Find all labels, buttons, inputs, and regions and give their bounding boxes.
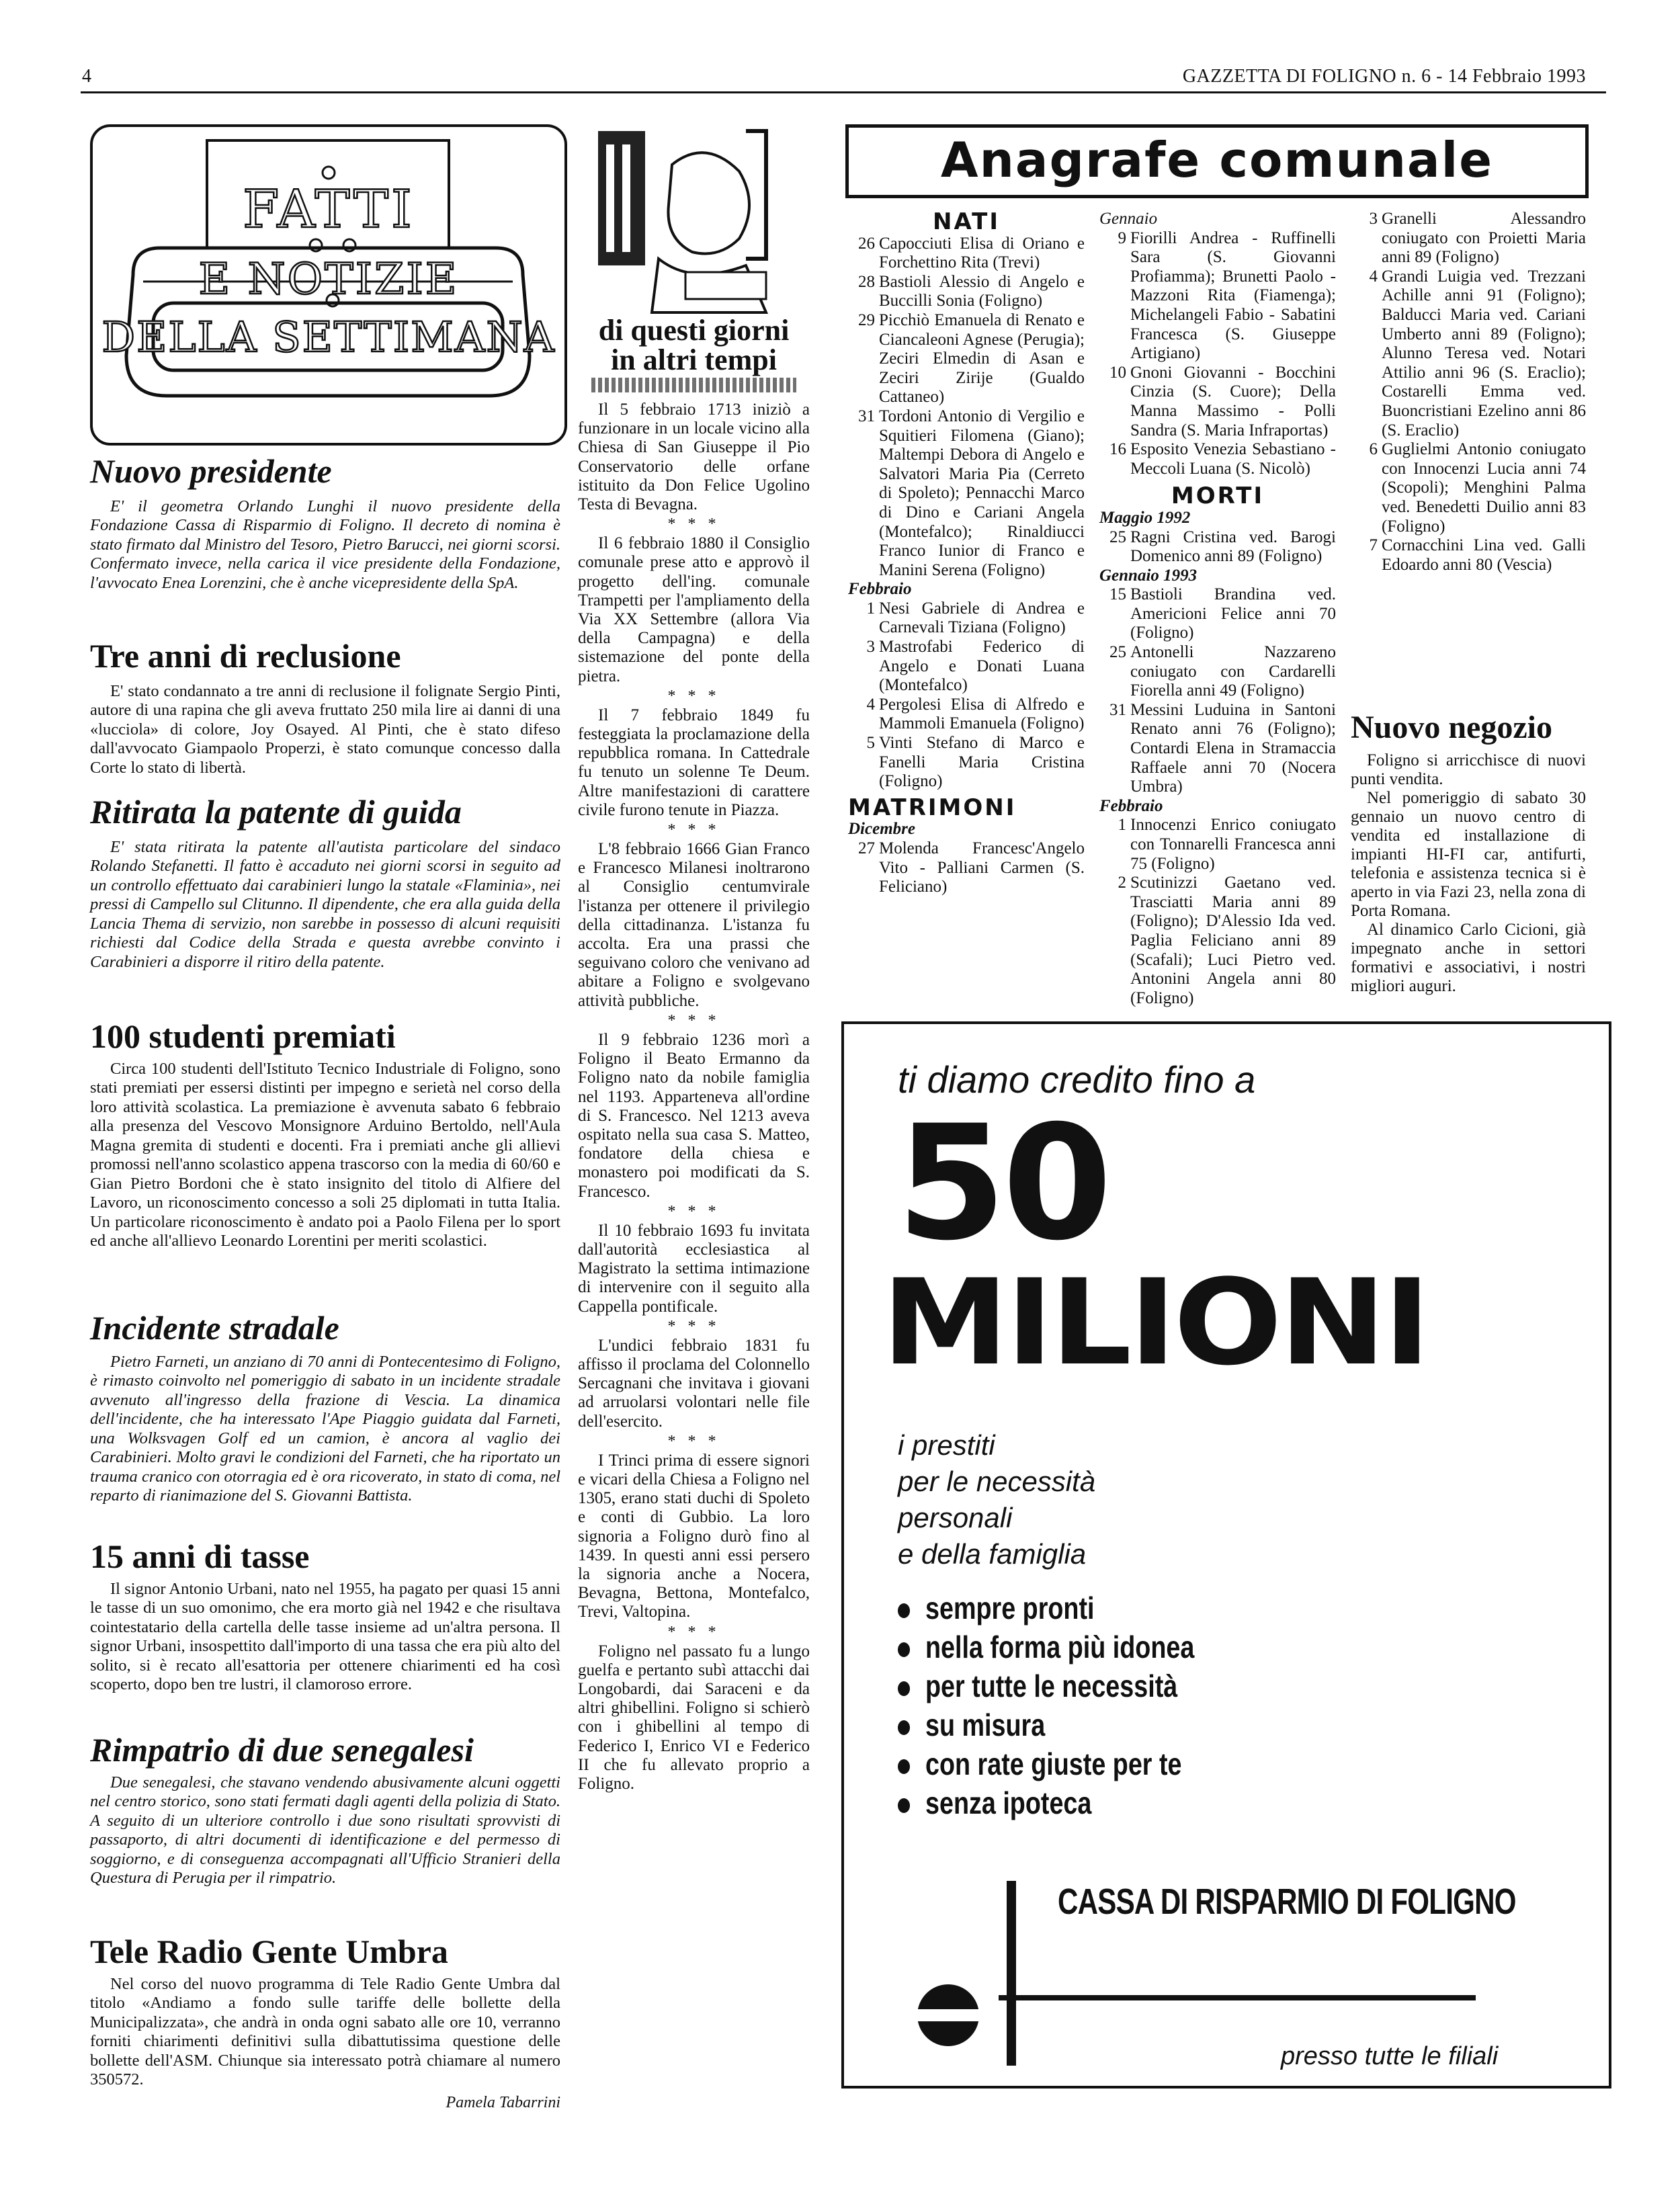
article-body: Nel corso del nuovo programma di Tele Radio Gente Umbra dal titolo «Andiamo a fondo sulle tariffe delle bollette della Municipalizzata», che andrà in onda ogni sabato alle ore 10, verranno forniti chiarimenti definitivi sulla dibattutissima questione delle bollette dell'ASM. Chiunque sia interessato potrà chiamare al numero 350572.: [90, 1974, 560, 2088]
entry-text: Nesi Gabriele di Andrea e Carnevali Tiziana (Foligno): [879, 599, 1085, 637]
ad-bullet-text: nella forma più idonea: [925, 1630, 1195, 1664]
entry-text: Mastrofabi Federico di Angelo e Donati Luana (Montefalco): [879, 638, 1085, 695]
article-ritirata-patente: [90, 794, 560, 972]
entry-text: Grandi Luigia ved. Trezzani Achille anni 91 (Foligno); Balducci Maria ved. Cariani Umberto anni 89 (Foligno); Alunno Teresa ved. Notari Attilio anni 96 (S. Eraclio); Costarelli Emma ved. Buoncristiani Ezelino anni 86 (S. Eraclio): [1382, 267, 1586, 439]
entry-day: 4: [1369, 267, 1378, 286]
separator: * * *: [667, 687, 720, 705]
headline: Ritirata la patente di guida: [90, 793, 462, 831]
bullet-dot-icon: [898, 1642, 910, 1657]
ad-lead-text: ti diamo credito fino a: [898, 1058, 1256, 1101]
bank-logo: [898, 1965, 999, 2066]
article-body: Due senegalesi, che stavano vendendo abusivamente alcuni oggetti nel centro storico, sono stati fermati dagli agenti della polizia di Stato. A seguito di un ulteriore controllo i due sono risultati sprovvisti di passaporto, di altri documenti di identificazione e del permesso di soggiorno, e di conseguenza accompagnati all'Ufficio Stranieri della Questura di Perugia per il rimpatrio.: [90, 1773, 560, 1887]
ad-bullet-text: con rate giuste per te: [925, 1746, 1182, 1781]
article-body: Pietro Farneti, un anziano di 70 anni di Pontecentesimo di Foligno, è rimasto coinvolto nel pomeriggio di sabato in un incidente stradale avvenuto all'ingresso della frazione di Vescia. La dinamica dell'incidente, che ha interessato l'Ape Piaggio guidata dal Farneti, una Wolksvagen Golf ed un camion, è ancora al vaglio dei Carabinieri. Molto gravi le condizioni del Farneti, che ha riportato un trauma cranico con otorragia ed è ora ricoverato, in stato di coma, nel reparto di rianimazione del S. Giovanni Battista.: [90, 1352, 560, 1505]
article-body: Foligno si arricchisce di nuovi punti vendita.: [1351, 751, 1586, 788]
ad-unit: MILIONI: [882, 1254, 1428, 1392]
entry-day: 16: [1109, 440, 1126, 459]
article-studenti: [90, 1019, 560, 1251]
article-body: Il signor Antonio Urbani, nato nel 1955, ha pagato per quasi 15 anni le tasse di un suo omonimo, che era morto già nel 1942 e che risultava cointestatario della cartella delle tasse insieme ad un'altra persona. Il signor Urbani, insospettito dall'importo di una tassa che era più alto del solito, si è recato all'esattoria per ottenere chiarimenti ed ha così scoperto, dopo ben tre lustri, il clamoroso errore.: [90, 1579, 560, 1693]
headline: Incidente stradale: [90, 1309, 339, 1347]
register-entry: [848, 734, 1085, 792]
ad-bullet: [898, 1705, 1194, 1744]
history-paragraph: I Trinci prima di essere signori e vicari della Chiesa a Foligno nel 1305, erano stati duchi di Spoleto e conti di Gubbio. La loro signoria a Foligno durò fino al 1439. In questi anni essi persero la signoria anche a Nocera, Bevagna, Bettona, Montefalco, Trevi, Valtopina.: [578, 1451, 810, 1621]
ad-subtitle: [898, 1427, 1095, 1572]
bank-logo-icon: [898, 1965, 999, 2066]
article-tre-anni: [90, 638, 560, 777]
entry-text: Innocenzi Enrico coniugato con Tonnarelli Francesca anni 75 (Foligno): [1130, 816, 1336, 873]
entry-day: 28: [858, 272, 875, 291]
register-entry: [1099, 585, 1336, 643]
ad-bullet-list: [898, 1589, 1259, 1822]
logo-line-fatti: FATTI: [243, 179, 415, 240]
ad-bullet: [898, 1589, 1194, 1628]
entry-text: Picchiò Emanuela di Renato e Ciancaleoni Agnese (Perugia); Zeciri Elmedin di Asan e Zeciri Zirije (Gualdo Cattaneo): [879, 310, 1085, 407]
ad-bullet: [898, 1666, 1194, 1705]
headline: Nuovo negozio: [1351, 710, 1552, 745]
entry-text: Fiorilli Andrea - Ruffinelli Sara (S. Giovanni Profiamma); Brunetti Paolo - Mazzoni Rita (Fiamenga); Michelangeli Fabio - Sabatini Francesca (S. Giuseppe Artigiano): [1130, 228, 1336, 363]
register-entry: [848, 599, 1085, 638]
article-tasse: [90, 1539, 560, 1695]
ad-bullet-text: per tutte le necessità: [925, 1669, 1178, 1703]
section-logo: [90, 124, 567, 446]
article-body: Al dinamico Carlo Cicioni, già impegnato anche in settori formativi e associativi, i nostri migliori auguri.: [1351, 921, 1586, 995]
history-paragraph: Il 9 febbraio 1236 morì a Foligno il Beato Ermanno da Foligno nato da nobile famiglia nel 1193. Appartenevа all'ordine di S. Francesco. Nel 1213 aveva ospitato nella sua casa S. Matteo, fondatore della chiesa e monastero poi modificati da S. Francesco.: [578, 1030, 810, 1201]
history-paragraph: Il 5 febbraio 1713 iniziò a funzionare in un locale vicino alla Chiesa di San Giuseppe il Pio Conservatorio delle orfane istituito da Don Felice Ugolino Testa di Bevagna.: [578, 400, 810, 514]
logo-line-settimana: DELLA SETTIMANA: [101, 312, 556, 362]
register-entry: [848, 695, 1085, 734]
entry-text: Granelli Alessandro coniugato con Proietti Maria anni 89 (Foligno): [1382, 210, 1586, 267]
register-entry: [1351, 536, 1586, 575]
separator: * * *: [667, 515, 720, 534]
entry-text: Messini Luduina in Santoni Renato anni 76 (Foligno); Contardi Elena in Stramaccia Raffaele anni 70 (Nocera Umbra): [1130, 700, 1336, 796]
article-incidente: [90, 1310, 560, 1506]
entry-text: Tordoni Antonio di Vergilio e Squitieri Filomena (Giano); Maltempi Debora di Angelo e Salvatori Maria Pia (Cerreto di Spoleto); Pennacchi Marco di Dino e Cariani Angela (Montefalco); Rinaldiucci Franco Iunior di Franco e Manini Serena (Foligno): [879, 407, 1085, 579]
register-entry: [1099, 440, 1336, 478]
entry-day: 26: [858, 234, 875, 253]
entry-text: Vinti Stefano di Marco e Fanelli Maria Cristina (Foligno): [879, 734, 1085, 791]
separator: * * *: [667, 1011, 720, 1029]
register-entry: [1099, 816, 1336, 874]
ad-horizontal-bar: [952, 1995, 1476, 2000]
entry-day: 5: [866, 734, 875, 753]
month-label: Gennaio: [1099, 210, 1158, 228]
register-entry: [848, 638, 1085, 695]
ad-bullet: [898, 1783, 1194, 1822]
entry-day: 3: [1369, 210, 1378, 228]
entry-day: 29: [858, 310, 875, 329]
entry-text: Guglielmi Antonio coniugato con Innocenzi Lucia anni 74 (Scopoli); Menghini Palma ved. Benedetti Duilio anni 83 (Foligno): [1382, 440, 1586, 536]
register-entry: [848, 235, 1085, 273]
headline: Nuovo presidente: [90, 452, 332, 490]
register-entry: [1351, 267, 1586, 440]
section-morti: MORTI: [1171, 482, 1265, 510]
bullet-dot-icon: [898, 1681, 910, 1696]
history-paragraph: L'undici febbraio 1831 fu affisso il proclama del Colonnello Sercagnani che invitava i giovani ad arruolarsi volontari nelle file dell'esercito.: [578, 1336, 810, 1431]
bullet-dot-icon: [898, 1798, 910, 1813]
entry-day: 31: [1109, 700, 1126, 719]
history-paragraph: Il 10 febbraio 1693 fu invitata dall'autorità ecclesiastica al Magistrato la settima intimazione di intervenire con il seguito alla Cappella pontificale.: [578, 1221, 810, 1316]
register-entry: [1099, 528, 1336, 566]
ad-subtitle-line: personali: [898, 1502, 1013, 1533]
article-body: E' stata ritirata la patente all'autista particolare del sindaco Rolando Stefanetti. Il fatto è accaduto nei giorni scorsi in seguito ad un controllo effettuato dai carabinieri lungo la statale «Flaminia», nei pressi di Campello sul Clitunno. Il dipendente, che era alla guida della Lancia Thema di servizio, non sarebbe in possesso di alcuni requisiti richiesti dal Codice della Strada e questa avrebbe convinto i Carabinieri a disporre il ritiro della patente.: [90, 837, 560, 971]
entry-day: 7: [1369, 536, 1378, 555]
article-body: E' il geometra Orlando Lunghi il nuovo presidente della Fondazione Cassa di Risparmio di Foligno. Il decreto di nomina è stato firmato dal Ministro del Tesoro, Pietro Barucci, nei giorni scorsi. Confermato invece, nella carica il vice presidente della Fondazione, l'avvocato Enea Lorenzini, che è anche vicepresidente della SpA.: [90, 497, 560, 592]
ad-bullet-text: sempre pronti: [925, 1591, 1095, 1626]
article-body: Nel pomeriggio di sabato 30 gennaio un nuovo centro di vendita ed installazione di impianti HI-FI car, antifurti, telefonia e assistenza tecnica si è aperto in via Fazi 23, nella zona di Porta Romana.: [1351, 789, 1586, 920]
headline: 15 anni di tasse: [90, 1537, 310, 1575]
separator: * * *: [667, 1432, 720, 1450]
bullet-dot-icon: [898, 1720, 910, 1735]
register-entry: [848, 839, 1085, 897]
bank-advertisement: [841, 1021, 1611, 2088]
header-rule: [81, 91, 1606, 93]
separator: * * *: [667, 1317, 720, 1335]
register-entry: [848, 311, 1085, 407]
entry-text: Molenda Francesc'Angelo Vito - Palliani Carmen (S. Feliciano): [879, 839, 1085, 896]
section-nati: NATI: [933, 208, 1000, 235]
anagrafe-column-c: [1351, 210, 1586, 575]
entry-text: Capocciuti Elisa di Oriano e Forchettino Rita (Trevi): [879, 234, 1085, 272]
register-entry: [848, 273, 1085, 311]
entry-text: Bastioli Brandina ved. Americioni Felice anni 70 (Foligno): [1130, 585, 1336, 642]
ad-bank-name: CASSA DI RISPARMIO DI FOLIGNO: [1058, 1882, 1516, 1922]
history-title-line1: di questi giorni: [598, 314, 790, 347]
page-number: 4: [82, 66, 91, 87]
month-label: Dicembre: [848, 820, 915, 839]
bullet-dot-icon: [898, 1603, 910, 1618]
history-paragraph: Il 6 febbraio 1880 il Consiglio comunale prese atto e approvò il progetto dell'ing. comunale Trampetti per l'ampliamento della Via XX Settembre (allora Via della Campagna) e della sistemazione del ponte della pietra.: [578, 534, 810, 685]
entry-day: 15: [1109, 585, 1126, 604]
entry-text: Ragni Cristina ved. Barogi Domenico anni 89 (Foligno): [1130, 528, 1336, 566]
headline: Tele Radio Gente Umbra: [90, 1933, 448, 1970]
month-label: Febbraio: [848, 580, 912, 599]
headline: 100 studenti premiati: [90, 1017, 396, 1055]
headline: Rimpatrio di due senegalesi: [90, 1731, 474, 1769]
anagrafe-column-b: [1099, 210, 1336, 1008]
author-signature: Pamela Tabarrini: [446, 2093, 560, 2111]
month-label: Gennaio 1993: [1099, 566, 1198, 585]
article-rimpatrio: [90, 1732, 560, 1888]
ad-bullet: [898, 1744, 1194, 1783]
logo-line-notizie: E NOTIZIE: [198, 255, 459, 304]
entry-day: 1: [866, 599, 875, 618]
ad-tagline: presso tutte le filiali: [1281, 2042, 1499, 2070]
headline: Tre anni di reclusione: [90, 637, 401, 675]
history-paragraph: Il 7 febbraio 1849 fu festeggiata la proclamazione della repubblica romana. In Cattedrale fu tenuto un solenne Te Deum. Altre manifestazioni di carattere civile furono tenute in Piazza.: [578, 706, 810, 819]
history-column: [578, 316, 810, 1794]
entry-day: 6: [1369, 440, 1378, 459]
entry-day: 31: [858, 407, 875, 425]
register-entry: [1351, 210, 1586, 267]
article-body: E' stato condannato a tre anni di reclusione il folignate Sergio Pinti, autore di una rapina che gli aveva fruttato 250 mila lire ai danni di una «lucciola» di colore, Joy Osayed. Al Pinti, che è stato difeso dall'avvocato Giampaolo Properzi, è stato comunque concesso dalla Corte lo stato di libertà.: [90, 681, 560, 777]
portrait-illustration: [591, 124, 793, 319]
entry-day: 3: [866, 638, 875, 657]
masthead: GAZZETTA DI FOLIGNO n. 6 - 14 Febbraio 1993: [1182, 66, 1586, 87]
bullet-dot-icon: [898, 1759, 910, 1774]
title-ornament: [591, 378, 796, 392]
ad-vertical-bar: [1007, 1881, 1016, 2066]
month-label: Febbraio: [1099, 796, 1163, 815]
register-entry: [1099, 364, 1336, 440]
month-label: Maggio 1992: [1099, 508, 1191, 527]
entry-text: Pergolesi Elisa di Alfredo e Mammoli Emanuela (Foligno): [879, 695, 1085, 733]
history-paragraph: L'8 febbraio 1666 Gian Franco e Francesco Milanesi inoltrarono al Consiglio centumvirale l'istanza per ottenere il privilegio della cittadinanza. L'istanza fu accolta. Era una prassi che seguivano coloro che venivano ad abitare a Foligno e svolgevano attività pubbliche.: [578, 840, 810, 1010]
ad-bullet-text: senza ipoteca: [925, 1785, 1092, 1820]
entry-text: Antonelli Nazzareno coniugato con Cardarelli Fiorella anni 49 (Foligno): [1130, 643, 1336, 700]
history-paragraph: Foligno nel passato fu a lungo guelfa e pertanto subì attacchi dai Longobardi, dai Saraceni e da altri ghibellini. Foligno si schierò con i ghibellini al tempo di Federico I, Enrico VI e Federico II che fu allevato proprio a Foligno.: [578, 1642, 810, 1793]
entry-day: 10: [1109, 363, 1126, 382]
register-entry: [1099, 229, 1336, 364]
ad-bullet-text: su misura: [925, 1707, 1046, 1742]
register-entry: [848, 407, 1085, 580]
anagrafe-column-a: [848, 210, 1085, 897]
article-nuovo-negozio: [1351, 711, 1586, 996]
anagrafe-title: Anagrafe comunale: [940, 132, 1494, 188]
entry-text: Esposito Venezia Sebastiano - Meccoli Luana (S. Nicolò): [1130, 440, 1336, 478]
register-entry: [1351, 440, 1586, 536]
entry-day: 9: [1118, 228, 1126, 247]
entry-text: Scutinizzi Gaetano ved. Trasciatti Maria anni 89 (Foligno); D'Alessio Ida ved. Paglia Feliciano anni 89 (Scafali); Luci Pietro ved. Antonini Angela anni 80 (Foligno): [1130, 874, 1336, 1007]
separator: * * *: [667, 1623, 720, 1641]
anagrafe-header-box: [845, 124, 1589, 198]
register-entry: [1099, 874, 1336, 1008]
ad-subtitle-line: per le necessità: [898, 1466, 1096, 1497]
entry-day: 1: [1118, 816, 1126, 835]
article-tele-radio: [90, 1934, 560, 2112]
register-entry: [1099, 701, 1336, 797]
entry-day: 25: [1109, 643, 1126, 662]
history-title-line2: in altri tempi: [611, 343, 777, 376]
entry-day: 25: [1109, 528, 1126, 546]
entry-text: Bastioli Alessio di Angelo e Buccilli Sonia (Foligno): [879, 272, 1085, 310]
register-entry: [1099, 643, 1336, 701]
entry-day: 2: [1118, 874, 1126, 892]
article-body: Circa 100 studenti dell'Istituto Tecnico Industriale di Foligno, sono stati premiati per essersi distinti per impegno e serietà nel corso della loro attività scolastica. La premiazione è avvenuta sabato 6 febbraio alla presenza del Vescovo Monsignore Arduino Bertoldo, nell'Aula Magna gremita di studenti e docenti. Fra i premiati anche gli allievi promossi nell'anno scolastico appena trascorso con la media di 60/60 e Gian Pietro Bordoni che è stato insignito del titolo di Alfiere del Lavoro, un riconoscimento concesso a soli 25 diplomati in tutta Italia. Un particolare riconoscimento è andato poi a Paolo Filena per lo sport ed anche all'allievo Leonardo Lorentini per meriti scolastici.: [90, 1059, 560, 1250]
ad-amount: 50: [896, 1092, 1109, 1275]
entry-day: 4: [866, 695, 875, 714]
section-matrimoni: MATRIMONI: [848, 794, 1017, 821]
ad-subtitle-line: i prestiti: [898, 1429, 995, 1461]
entry-text: Gnoni Giovanni - Bocchini Cinzia (S. Cuore); Della Manna Massimo - Polli Sandra (S. Maria Infraportas): [1130, 363, 1336, 439]
separator: * * *: [667, 1202, 720, 1220]
ad-bullet: [898, 1628, 1194, 1666]
article-nuovo-presidente: [90, 454, 560, 593]
ad-subtitle-line: e della famiglia: [898, 1538, 1087, 1570]
entry-day: 27: [858, 839, 875, 857]
entry-text: Cornacchini Lina ved. Galli Edoardo anni 80 (Vescia): [1382, 536, 1586, 574]
separator: * * *: [667, 821, 720, 839]
history-illustration: [591, 124, 793, 319]
